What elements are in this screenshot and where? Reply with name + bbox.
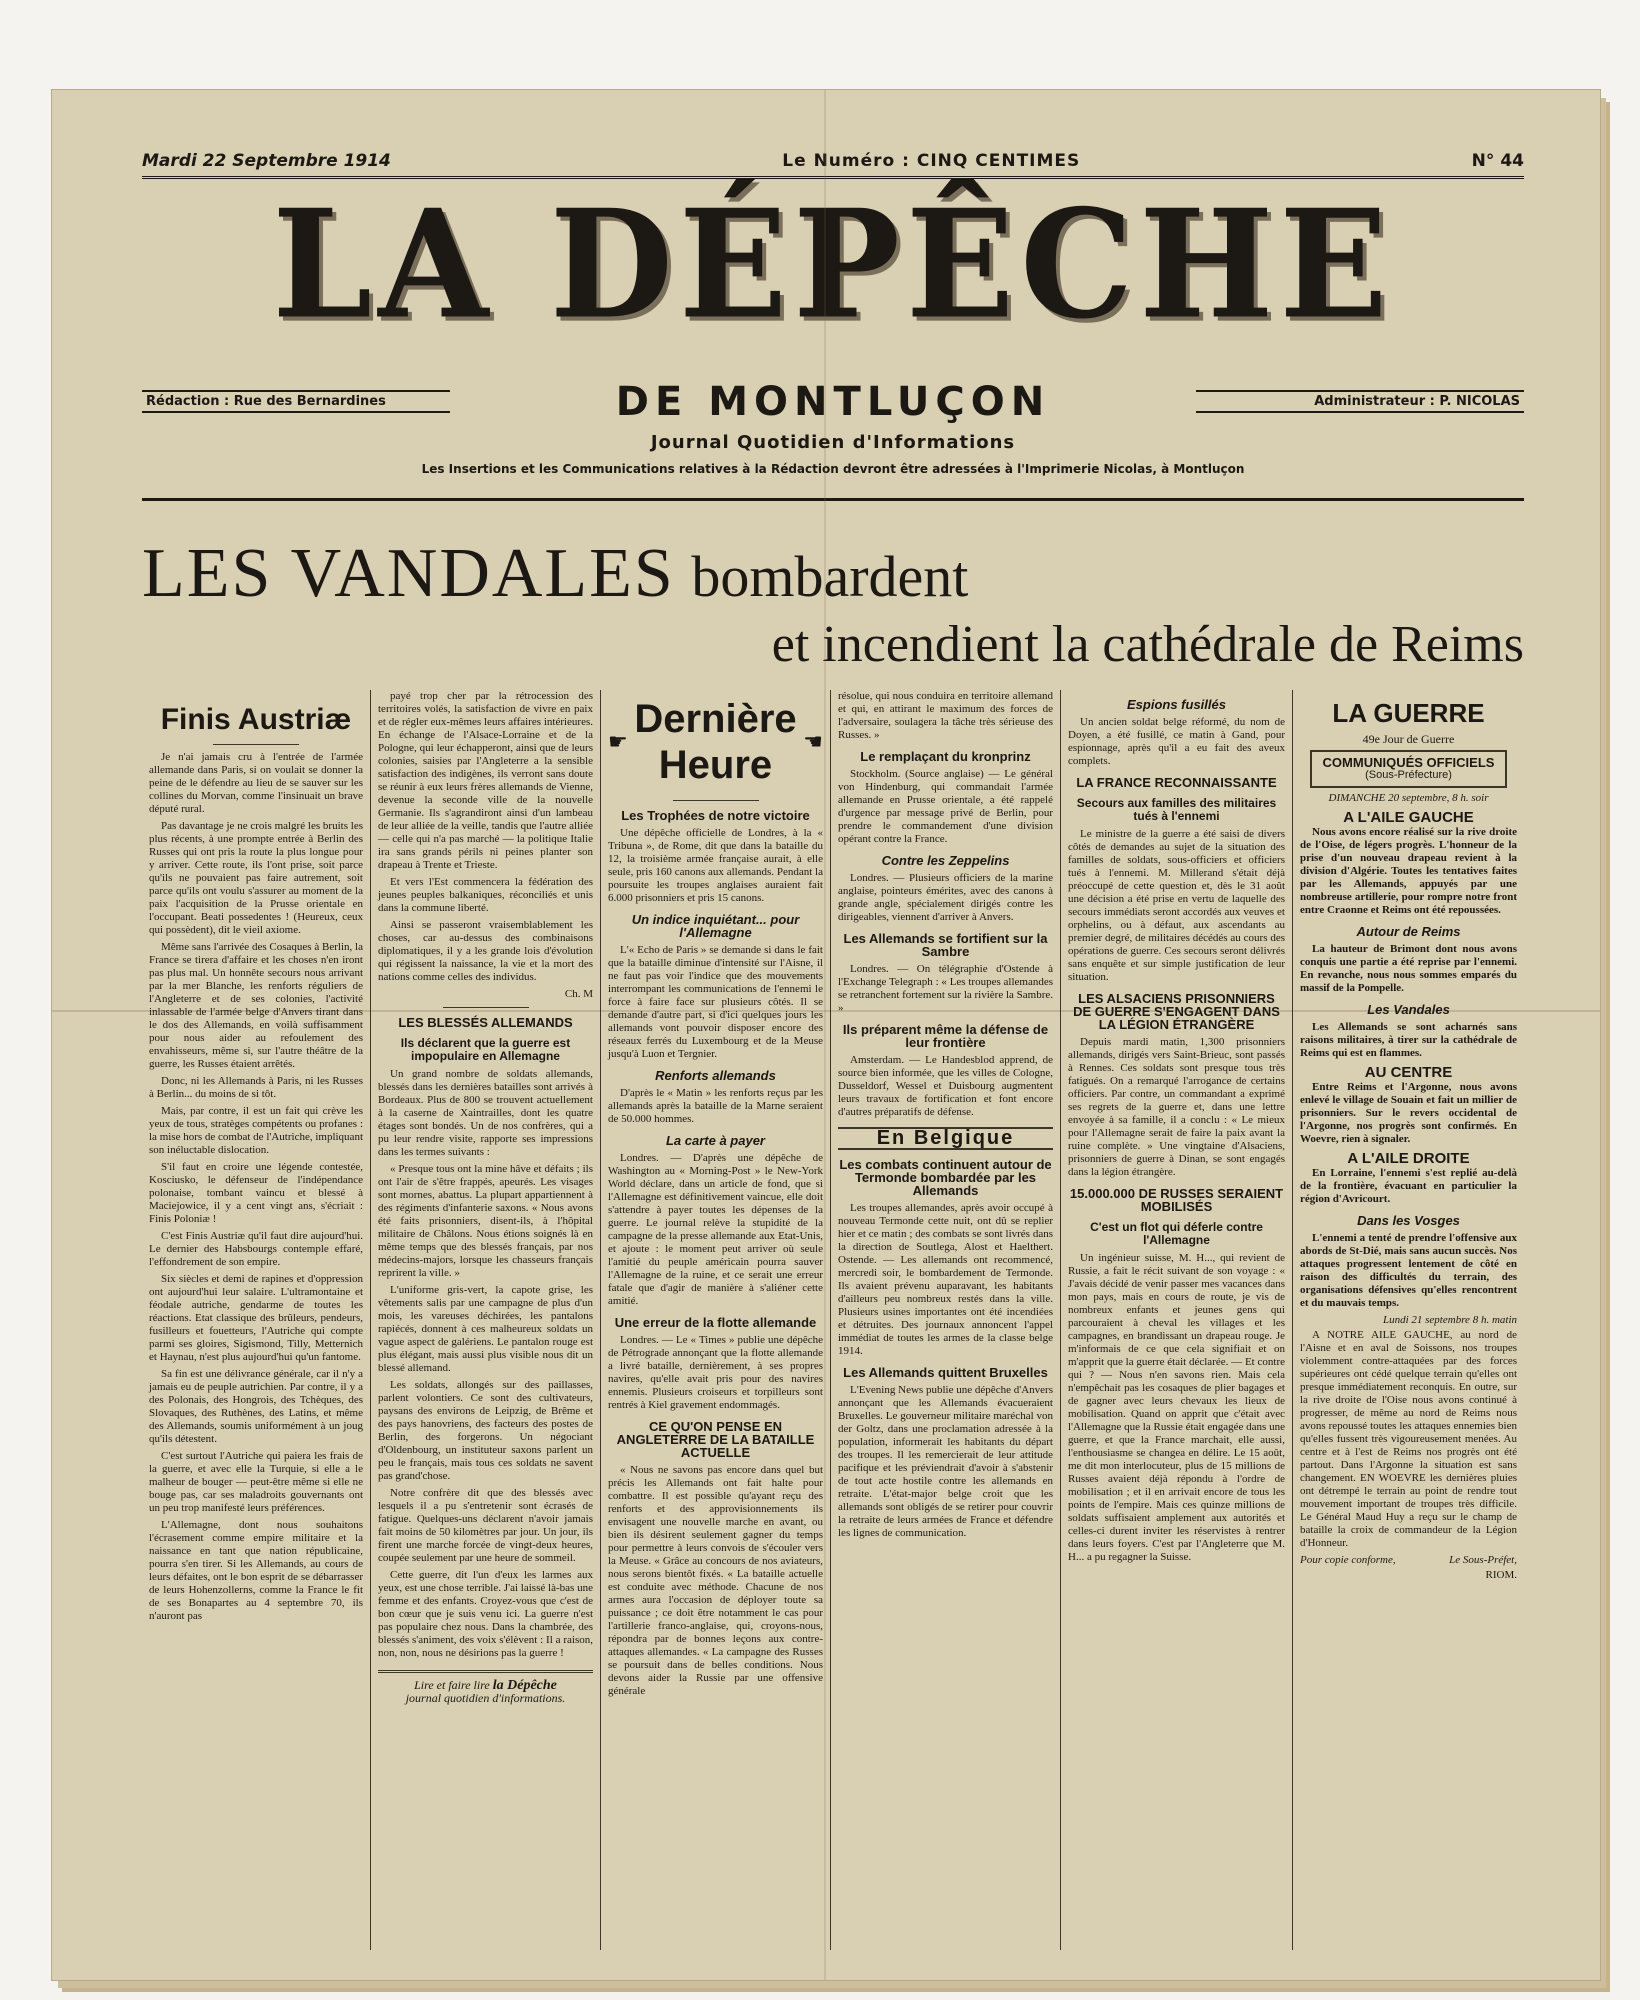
paragraph: Donc, ni les Allemands à Paris, ni les Russes à Berlin... du moins de si tôt.	[149, 1075, 363, 1100]
paragraph: Pas davantage je ne crois malgré les bruits les plus récents, à une prompte entrée à Berlin des Russes qui ont pris la route la plus longue pour y arriver. Cette route, ils l'ont prise, soit parce qu'ils ne pouvaient pas faire autrement, soit parce qu'ils ont voulu s'assurer au moment de la paix l'acquisition de la Prusse orientale en l'occupant. Beati possedentes ! (Heureux, ceux qui possèdent), dit le vieil axiome.	[149, 820, 363, 936]
paragraph: L'Allemagne, dont nous souhaitons l'écrasement comme empire militaire et la naissance en tant que nation républicaine, pourra s'en tirer. Si les Allemands, au cours de leurs défaites, ont le bon esprit de se débarrasser de leurs Hohenzollerns, comme la France le fit de ses Bonapartes au 4 septembre 70, ils n'auront pas	[149, 1519, 363, 1622]
paragraph: L'Evening News publie une dépêche d'Anvers annonçant que les Allemands évacueraient Bruxelles. Le gouverneur militaire maréchal von der Goltz, dans une proclamation adressée à la population, informerait les habitants du départ des troupes. Il les remercierait de leur attitude pacifique et les préviendrait d'avoir à s'abstenir de tout acte hostile contre les allemands en retraite. L'état-major belge croit que les allemands sont obligés de se retirer pour couvrir la retraite de leurs armées de France et défendre les lignes de communication.	[838, 1384, 1053, 1539]
divider	[213, 744, 299, 745]
paragraph: Cette guerre, dit l'un d'eux les larmes aux yeux, est une chose terrible. J'ai laissé là-bas une femme et des enfants. Croyez-vous que c'est de bon cœur que je suis venu ici. La guerre n'est pas populaire chez nous. Dans la chambrée, des blessés s'animent, des voix s'élèvent : Il a raison, non, non, nous ne désirions pas la guerre !	[378, 1569, 593, 1659]
column-news-3	[1060, 690, 1292, 1950]
article-title: Les Allemands se fortifient sur la Sambre	[843, 931, 1048, 959]
columns	[142, 690, 1524, 1950]
signer-name: RIOM.	[1485, 1569, 1517, 1581]
paragraph: Sa fin est une délivrance générale, car il n'y a jamais eu de peuple autrichien. Par contre, il y a des Polonais, des Hongrois, des Tchèques, des Slovaques, des Ruthènes, des Latins, et même des Allemands, soumis uniformément à un joug qu'ils détestent.	[149, 1368, 363, 1445]
prefecture-label: (Sous-Préfecture)	[1365, 769, 1452, 781]
article-title: La carte à payer	[665, 1133, 765, 1148]
article-title: 15.000.000 DE RUSSES SERAIENT MOBILISÉS	[1069, 1186, 1284, 1214]
paragraph: payé trop cher par la rétrocession des territoires volés, la satisfaction de vivre en paix et de régler eux-mêmes leurs affaires intérieures. En échange de l'Alsace-Lorraine et de la Pologne, qui leur échapperont, ainsi que de leurs colonies, saisies par l'Angleterre a la sensible satisfaction des indigènes, ils verront sans doute se réunir à eux leurs frères allemands de Vienne, devenue la seconde ville de la nouvelle Germanie. Ils s'agrandiront ainsi d'un lambeau de leur alliée de la veille, tandis que l'autre alliée — celle qui n'a pas marché — la politique Italie ira sans grands périls ni peines planter son drapeau à Trente et Trieste.	[378, 690, 593, 871]
article-title: LES BLESSÉS ALLEMANDS	[398, 1015, 573, 1030]
divider	[443, 1007, 529, 1008]
column-derniere-heure	[600, 690, 830, 1950]
article-subtitle: Secours aux familles des militaires tués à l'ennemi	[1076, 796, 1277, 823]
signature: Ch. M	[564, 988, 593, 1000]
masthead-title: LA DÉPÊCHE	[272, 177, 1394, 353]
article-title: CE QU'ON PENSE EN ANGLETERRE DE LA BATAILLE ACTUELLE	[616, 1419, 815, 1460]
communique-text: L'ennemi a tenté de prendre l'offensive aux abords de St-Dié, mais sans aucun succès. Nos attaques progressent lentement de côté en raison des difficultés du terrain, des organisations défensives qu'elles rencontrent et du mauvais temps.	[1300, 1232, 1517, 1309]
headline-rest: bombardent	[691, 544, 969, 609]
paragraph: Depuis mardi matin, 1,300 prisonniers allemands, dirigés vers Saint-Brieuc, sont passés à Rennes. Ces soldats sont presque tous très fatigués. On a remarqué l'arrogance de certains officiers. Par contre, un commandant a exprimé ses regrets de la guerre et, dans une lettre envoyée à sa famille, il a conclu : « Le mieux pour l'Allemagne serait de faire la paix avant la ruine complète. » Une vingtaine d'Alsaciens, prisonniers de guerre à Dinan, se sont engagés dans la légion étrangère.	[1068, 1036, 1285, 1178]
war-day: 49e Jour de Guerre	[1362, 732, 1455, 746]
paragraph: Amsterdam. — Le Handesblod apprend, de source bien informée, que les villes de Cologne, Dusseldorf, Wessel et Duisbourg augmentent leurs travaux de fortification et font encore d'autres préparatifs de défense.	[838, 1054, 1053, 1118]
masthead-city: DE MONTLUÇON	[615, 379, 1051, 425]
communique-text: Les Allemands se sont acharnés sans raisons militaires, à tirer sur la cathédrale de Reims qui est en flammes.	[1300, 1021, 1517, 1059]
article-title: Contre les Zeppelins	[881, 853, 1010, 868]
headline-caps: LES VANDALES	[142, 535, 675, 612]
dateline: DIMANCHE 20 septembre, 8 h. soir	[1328, 792, 1489, 804]
divider	[673, 800, 759, 801]
paragraph: S'il faut en croire une légende contestée, Kosciusko, le défenseur de l'indépendance polonaise, tombant vaincu et blessé à Maciejowice, il y a cent vingt ans, s'écriait : Finis Poloniæ !	[149, 1161, 363, 1225]
main-headline	[142, 535, 1524, 613]
administrator: Administrateur : P. NICOLAS	[1196, 390, 1524, 413]
paragraph: Londres. — Plusieurs officiers de la marine anglaise, pointeurs émérites, avec des canons à grande angle, spécialement dirigés contre les dirigeables, viennent d'arriver à Anvers.	[838, 872, 1053, 923]
communique-heading: Dans les Vosges	[1357, 1213, 1460, 1228]
column-news-2	[830, 690, 1060, 1950]
paragraph: Une dépêche officielle de Londres, à la « Tribuna », de Rome, dit que dans la bataille du 12, la troisième armée française aurait, à elle seule, pris 160 canons aux allemands. Pendant la poursuite les troupes anglaises auraient fait 6.000 prisonniers et pris 15 canons.	[608, 827, 823, 904]
pointing-hand-left-icon: ☚	[803, 729, 823, 754]
column-finis-austriae	[142, 690, 370, 1950]
header-rule	[142, 498, 1524, 501]
article-title: Un indice inquiétant... pour l'Allemagne	[631, 912, 800, 940]
signer-title: Le Sous-Préfet,	[1449, 1554, 1517, 1566]
article-subtitle: Ils déclarent que la guerre est impopulaire en Allemagne	[400, 1036, 571, 1063]
paragraph: Stockholm. (Source anglaise) — Le général von Hindenburg, qui commandait l'armée allemande en Prusse orientale, a été rappelé d'urgence par message privé de Berlin, pour prendre le commandement d'une division opérant contre la France.	[838, 768, 1053, 845]
promo-tail: journal quotidien d'informations.	[405, 1691, 566, 1705]
paragraph: Mais, par contre, il est un fait qui crève les yeux de tous, stratèges compétents ou profanes : la mise hors de combat de l'Autriche, impliquant son inéluctable dislocation.	[149, 1105, 363, 1156]
subhead-row	[142, 380, 1524, 424]
paragraph: « Presque tous ont la mine hâve et défaits ; ils ont l'air de s'être frappés, apeurés. Les visages sont mornes, abattus. La plupart appartiennent à des régiments d'infanterie saxons. « Nous avons été faits prisonniers, disent-ils, à l'hôpital militaire de Châlons. Nous étions soignés là en même temps que des blessés français, par nos médecins-majors, lorsque les chasseurs français reprirent la ville. »	[378, 1163, 593, 1279]
article-title: LES ALSACIENS PRISONNIERS DE GUERRE S'ENGAGENT DANS LA LÉGION ÉTRANGÈRE	[1073, 991, 1280, 1032]
issue-date: Mardi 22 Septembre 1914	[142, 151, 391, 171]
paragraph: Un ancien soldat belge réformé, du nom de Doyen, a été fusillé, ce matin à Gand, pour espionnage, après qu'il a eu fait des aveux complets.	[1068, 716, 1285, 767]
article-title: Les Allemands quittent Bruxelles	[843, 1365, 1048, 1380]
newspaper-page	[52, 90, 1600, 1980]
paragraph: Londres. — Le « Times » publie une dépêche de Pétrograde annonçant que la flotte allemande a livré bataille, dernièrement, à ses propres navires, qu'elle avait pris pour des navires ennemis. Plusieurs croiseurs et torpilleurs sont rentrés à Kiel gravement endommagés.	[608, 1334, 823, 1411]
paragraph: « Nous ne savons pas encore dans quel but précis les Allemands ont fait halte pour combattre. Il est possible qu'ayant reçu des renforts et des approvisionnements ils envisagent une nouvelle marche en avant, ou bien ils désirent seulement gagner du temps pour permettre à leurs convois de s'écouler vers la Meuse. « Grâce au concours de nos aviateurs, nous serons bientôt fixés. « La bataille actuelle est conduite avec méthode. Chacune de nos armes aura l'occasion de déployer toute sa puissance ; ce doit être notamment le cas pour l'artillerie franco-anglaise, qui, croyons-nous, répondra par de bonnes leçons aux contre-attaques allemandes. « La campagne des Russes se poursuit dans de belles conditions. Nous devons aider la Russie par une offensive générale	[608, 1464, 823, 1697]
communique-text: Nous avons encore réalisé sur la rive droite de l'Oise, de légers progrès. L'honneur de la prise d'un nouveau drapeau revient à la division d'Algérie. Toutes les tentatives faites par les Allemands, appuyés par une nombreuse artillerie, pour rompre notre front entre Craonne et Reims ont été repoussées.	[1300, 826, 1517, 916]
communique-heading: A L'AILE GAUCHE	[1343, 809, 1474, 826]
redaction-address: Rédaction : Rue des Bernardines	[142, 390, 450, 413]
communiques-title: COMMUNIQUÉS OFFICIELS	[1322, 755, 1495, 770]
paragraph: Six siècles et demi de rapines et d'oppression ont aujourd'hui leur salaire. L'ultramontaine et féodale autriche, gendarme de toutes les réactions. Etat classique des brûleurs, pendeurs, fusilleurs et fouetteurs, l'Autriche qui compte parmi ses gloires, Sigismond, Tilly, Metternich et Haynau, n'est plus aujourd'hui qu'un fantome.	[149, 1273, 363, 1363]
promo-name: la Dépêche	[492, 1678, 557, 1693]
article-title: Le remplaçant du kronprinz	[860, 749, 1031, 764]
paragraph: Ainsi se passeront vraisemblablement les choses, car au-dessus des combinaisons diplomatiques, il y a les grande lois d'évolution qui régissent la naissance, la vie et la mort des nations comme celles des individus.	[378, 919, 593, 983]
signature-row	[1300, 1554, 1517, 1567]
paragraph: Les soldats, allongés sur des paillasses, parlent volontiers. Ce sont des cultivateurs, paysans des environs de Leipzig, de Brême et des pays hanovriens, des facteurs des postes de Berlin, des forgerons. Un négociant d'Oldenbourg, un instituteur saxons parlent un peu le français, mais tous ces soldats ne savent pas grand'chose.	[378, 1379, 593, 1482]
printer-notice: Les Insertions et les Communications relatives à la Rédaction devront être adressées à l'Imprimerie Nicolas, à Montluçon	[421, 462, 1245, 476]
paragraph: L'« Echo de Paris » se demande si dans le fait que la bataille diminue d'intensité sur l'Aisne, il ne faut pas voir l'indice que des mouvements interrompant les communications de l'ennemi le force à faire face sur plusieurs côtés. Il se demande d'autre part, si d'ici quelques jours les allemands vont pouvoir disposer encore des réseaux ferrés du Luxembourg et de la Meuse jusqu'à Luon et Tergnier.	[608, 944, 823, 1060]
paragraph: Et vers l'Est commencera la fédération des jeunes peuples balkaniques, réconciliés et unis dans la commune liberté.	[378, 876, 593, 914]
paragraph: Je n'ai jamais cru à l'entrée de l'armée allemande dans Paris, si on voulait se donner la peine de le défendre au lieu de se sauver sur les collines du Morvan, comme l'insinuait un brave député rural.	[149, 751, 363, 815]
dateline: Lundi 21 septembre 8 h. matin	[1382, 1314, 1517, 1326]
communique-text: En Lorraine, l'ennemi s'est replié au-delà de la frontière, évacuant en particulier la région d'Avricourt.	[1300, 1167, 1517, 1205]
paragraph: Londres. — On télégraphie d'Ostende à l'Exchange Telegraph : « Les troupes allemandes se retranchent fortement sur la rivière la Sambre. »	[838, 963, 1054, 1014]
article-title: Ils préparent même la défense de leur frontière	[842, 1022, 1049, 1050]
promo-lead: Lire et faire lire	[414, 1678, 490, 1692]
communique-text: A NOTRE AILE GAUCHE, au nord de l'Aisne et en aval de Soissons, nos troupes violemment contre-attaquées par des forces supérieures ont cédé quelque terrain qu'elles ont presque immédiatement reconquis. En outre, sur la rive droite de l'Oise nous avons continué à progresser, de même au nord de Reims nous avons repoussé toutes les attaques ennemies bien qu'elles fussent très vigoureusement menées. Au centre et à l'est de Reims nos progrès ont été partout. Dans l'Argonne la situation est sans changement. EN WOEVRE les dernières pluies ont détrempé le terrain au point de rendre tout mouvement important de troupes très difficile. Le Général Maud Huy a reçu sur le champ de bataille la croix de commandeur de la Légion d'Honneur.	[1300, 1329, 1517, 1549]
paragraph: résolue, qui nous conduira en territoire allemand et qui, en attirant le maximum des forces de l'adversaire, soulagera la tâche très sérieuse des Russes. »	[838, 690, 1053, 741]
issue-price: Le Numéro : CINQ CENTIMES	[782, 151, 1081, 171]
article-title: Les combats continuent autour de Termonde bombardée par les Allemands	[839, 1157, 1052, 1198]
article-title: Une erreur de la flotte allemande	[614, 1315, 817, 1330]
column-la-guerre	[1292, 690, 1524, 1950]
communique-heading: Autour de Reims	[1356, 924, 1461, 939]
paragraph: Un ingénieur suisse, M. H..., qui revient de Russie, a fait le récit suivant de son voyage : « J'avais décidé de venir passer mes vacances dans mon pays, mais en cours de route, je vis de nombreux enfants et jeunes gens qui parcouraient à cheval les villages et les campagnes, en brandissant un drapeau rouge. Je m'informais de ce que cela signifiait et on m'apprit que la guerre était déclarée. — Et contre qui ? — Nous n'en savons rien. Mais cela n'empêchait pas les cosaques de plier bagages et de gagner avec leurs chevaux les lieux de mobilisation. Quand on apprit que c'était avec l'Allemagne que la Russie était engagée dans une guerre, et que la France marchait, elle aussi, l'enthousiasme se changea en délire. Le 15 août, me dit mon interlocuteur, plus de 15 millions de Russes avaient déjà répondu à l'ordre de mobilisation ; et il en arrivait encore de tous les points de l'empire. Mais ces quinze millions de soldats suffisaient amplement aux autorités et celles-ci durent inviter les réservistes à rentrer dans leurs foyers. C'est par l'Angleterre que M. H... a pu regagner la Suisse.	[1068, 1252, 1285, 1563]
section-title: Dernière Heure	[634, 697, 797, 787]
paragraph: Notre confrère dit que des blessés avec lesquels il a pu s'entretenir sont écrasés de fatigue. Quelques-uns déclarent n'avoir jamais fait moins de 50 kilomètres par jour. Un jour, ils firent une marche forcée de vingt-deux heures, coupée seulement par une heure de sommeil.	[378, 1487, 593, 1564]
paragraph: C'est Finis Austriæ qu'il faut dire aujourd'hui. Le dernier des Habsbourgs contemple effaré, l'effondrement de son empire.	[149, 1230, 363, 1268]
column-editorial-continued	[370, 690, 600, 1950]
paragraph: Même sans l'arrivée des Cosaques à Berlin, la France se tirera d'affaire et les choses n'en iront pas plus mal. Un honnête secours nous arrivant par la mer Blanche, les renforts réguliers de l'Angleterre et de ses colonies, l'activité inlassable de l'armée belge d'Anvers tirant dans le dos des Allemands, en voilà suffisamment pour nous aider au refoulement des envahisseurs, même si, sur l'autre théâtre de la guerre, les Russes étaient arrêtés.	[149, 941, 363, 1070]
article-title: Espions fusillés	[1127, 697, 1226, 712]
derniere-heure-banner	[608, 690, 823, 794]
article-title: Les Trophées de notre victoire	[621, 808, 810, 823]
communique-heading: A L'AILE DROITE	[1347, 1150, 1470, 1167]
article-title: Renforts allemands	[655, 1068, 776, 1083]
certify-label: Pour copie conforme,	[1300, 1554, 1396, 1566]
article-subtitle: C'est un flot qui déferle contre l'Allemagne	[1090, 1220, 1263, 1247]
communique-heading: Les Vandales	[1367, 1002, 1450, 1017]
paragraph: Les troupes allemandes, après avoir occupé à nouveau Termonde cette nuit, ont dû se replier hier et ce matin ; des combats se sont livrés dans la direction de Soutlega, Alost et Haelthert. Ostende. — Les allemands ont recommencé, mercredi soir, le bombardement de Termonde. Ils avaient prévenu auparavant, les habitants d'ailleurs peu nombreux restés dans la ville. Plusieurs usines importantes ont été incendiées et détruites. Des journaux annoncent l'appel immédiat de toutes les armes de la classe belge 1914.	[838, 1202, 1053, 1357]
sub-headline: et incendient la cathédrale de Reims	[771, 616, 1524, 673]
section-belgique: En Belgique	[838, 1127, 1053, 1150]
communique-heading: AU CENTRE	[1364, 1064, 1453, 1081]
issue-number: N° 44	[1471, 151, 1524, 171]
paragraph: L'uniforme gris-vert, la capote grise, les vêtements salis par une campagne de plus d'un mois, les vareuses déchirées, les pantalons rapiécés, donnent à ces malheureux soldats un vague aspect de galériens. Le pantalon rouge est plus élégant, mais aussi plus visible nous dit un blessé allemand.	[378, 1284, 593, 1374]
top-info-bar	[142, 150, 1524, 179]
tagline: Journal Quotidien d'Informations	[650, 432, 1016, 453]
section-title: LA GUERRE	[1332, 698, 1485, 728]
communiques-box	[1310, 750, 1507, 788]
communique-text: La hauteur de Brimont dont nous avons conquis une partie a été reprise par l'ennemi. En revanche, nous nous sommes emparés du massif de la Pompelle.	[1300, 943, 1517, 994]
paragraph: Le ministre de la guerre a été saisi de divers côtés de demandes au sujet de la situation des familles de soldats, sous-officiers et officiers tués à l'ennemi. M. Millerand s'était déjà préoccupé de cette question et, dès le 31 août une décision a été prise en vertu de laquelle des secours immédiats seront accordés aux veuves et orphelins, ou à défaut, aux ascendants au premier degré, de militaires décédés au cours des opérations de guerre. Ces secours seront délivrés sans enquête et sur simple justification de leur situation.	[1068, 828, 1285, 983]
article-title: LA FRANCE RECONNAISSANTE	[1076, 775, 1277, 790]
paragraph: Un grand nombre de soldats allemands, blessés dans les dernières batailles sont arrivés à Bordeaux. Plus de 800 se trouvent actuellement à la caserne de Xaintrailles, dont les quatre étages sont bondés. Un de nos confrères, qui a pu leur rendre visite, rapporte ses impressions dans les termes suivants :	[378, 1068, 593, 1158]
pointing-hand-right-icon: ☛	[608, 729, 628, 754]
editorial-title: Finis Austriæ	[160, 703, 352, 736]
paragraph: D'après le « Matin » les renforts reçus par les allemands après la bataille de la Marne seraient de 50.000 hommes.	[608, 1087, 823, 1125]
communique-text: Entre Reims et l'Argonne, nous avons enlevé le village de Souain et fait un millier de prisonniers. Sur le revers occidental de l'Argonne, nos progrès sont confirmés. En Woevre, rien à signaler.	[1300, 1081, 1517, 1145]
paragraph: Londres. — D'après une dépêche de Washington au « Morning-Post » le New-York World déclare, dans un article de fond, que si l'Allemagne est définitivement vaincue, elle doit s'attendre à payer toutes les dépenses de la guerre. Le journal relève la stupidité de la campagne de la presse allemande aux Etat-Unis, et ajoute : le moment peut arriver où seule l'amitié du peuple américain pourra sauver l'Allemagne de la ruine, et ce serait une erreur fatale que d'agir de manière à s'aliéner cette amitié.	[608, 1152, 823, 1307]
paragraph: C'est surtout l'Autriche qui paiera les frais de la guerre, et avec elle la Turquie, si elle a le malheur de bouger — peut-être même si elle ne bouge pas, car ses maladroits gouvernants ont un peu trop manifesté leurs préférences.	[149, 1450, 363, 1514]
promo-box	[378, 1670, 593, 1705]
